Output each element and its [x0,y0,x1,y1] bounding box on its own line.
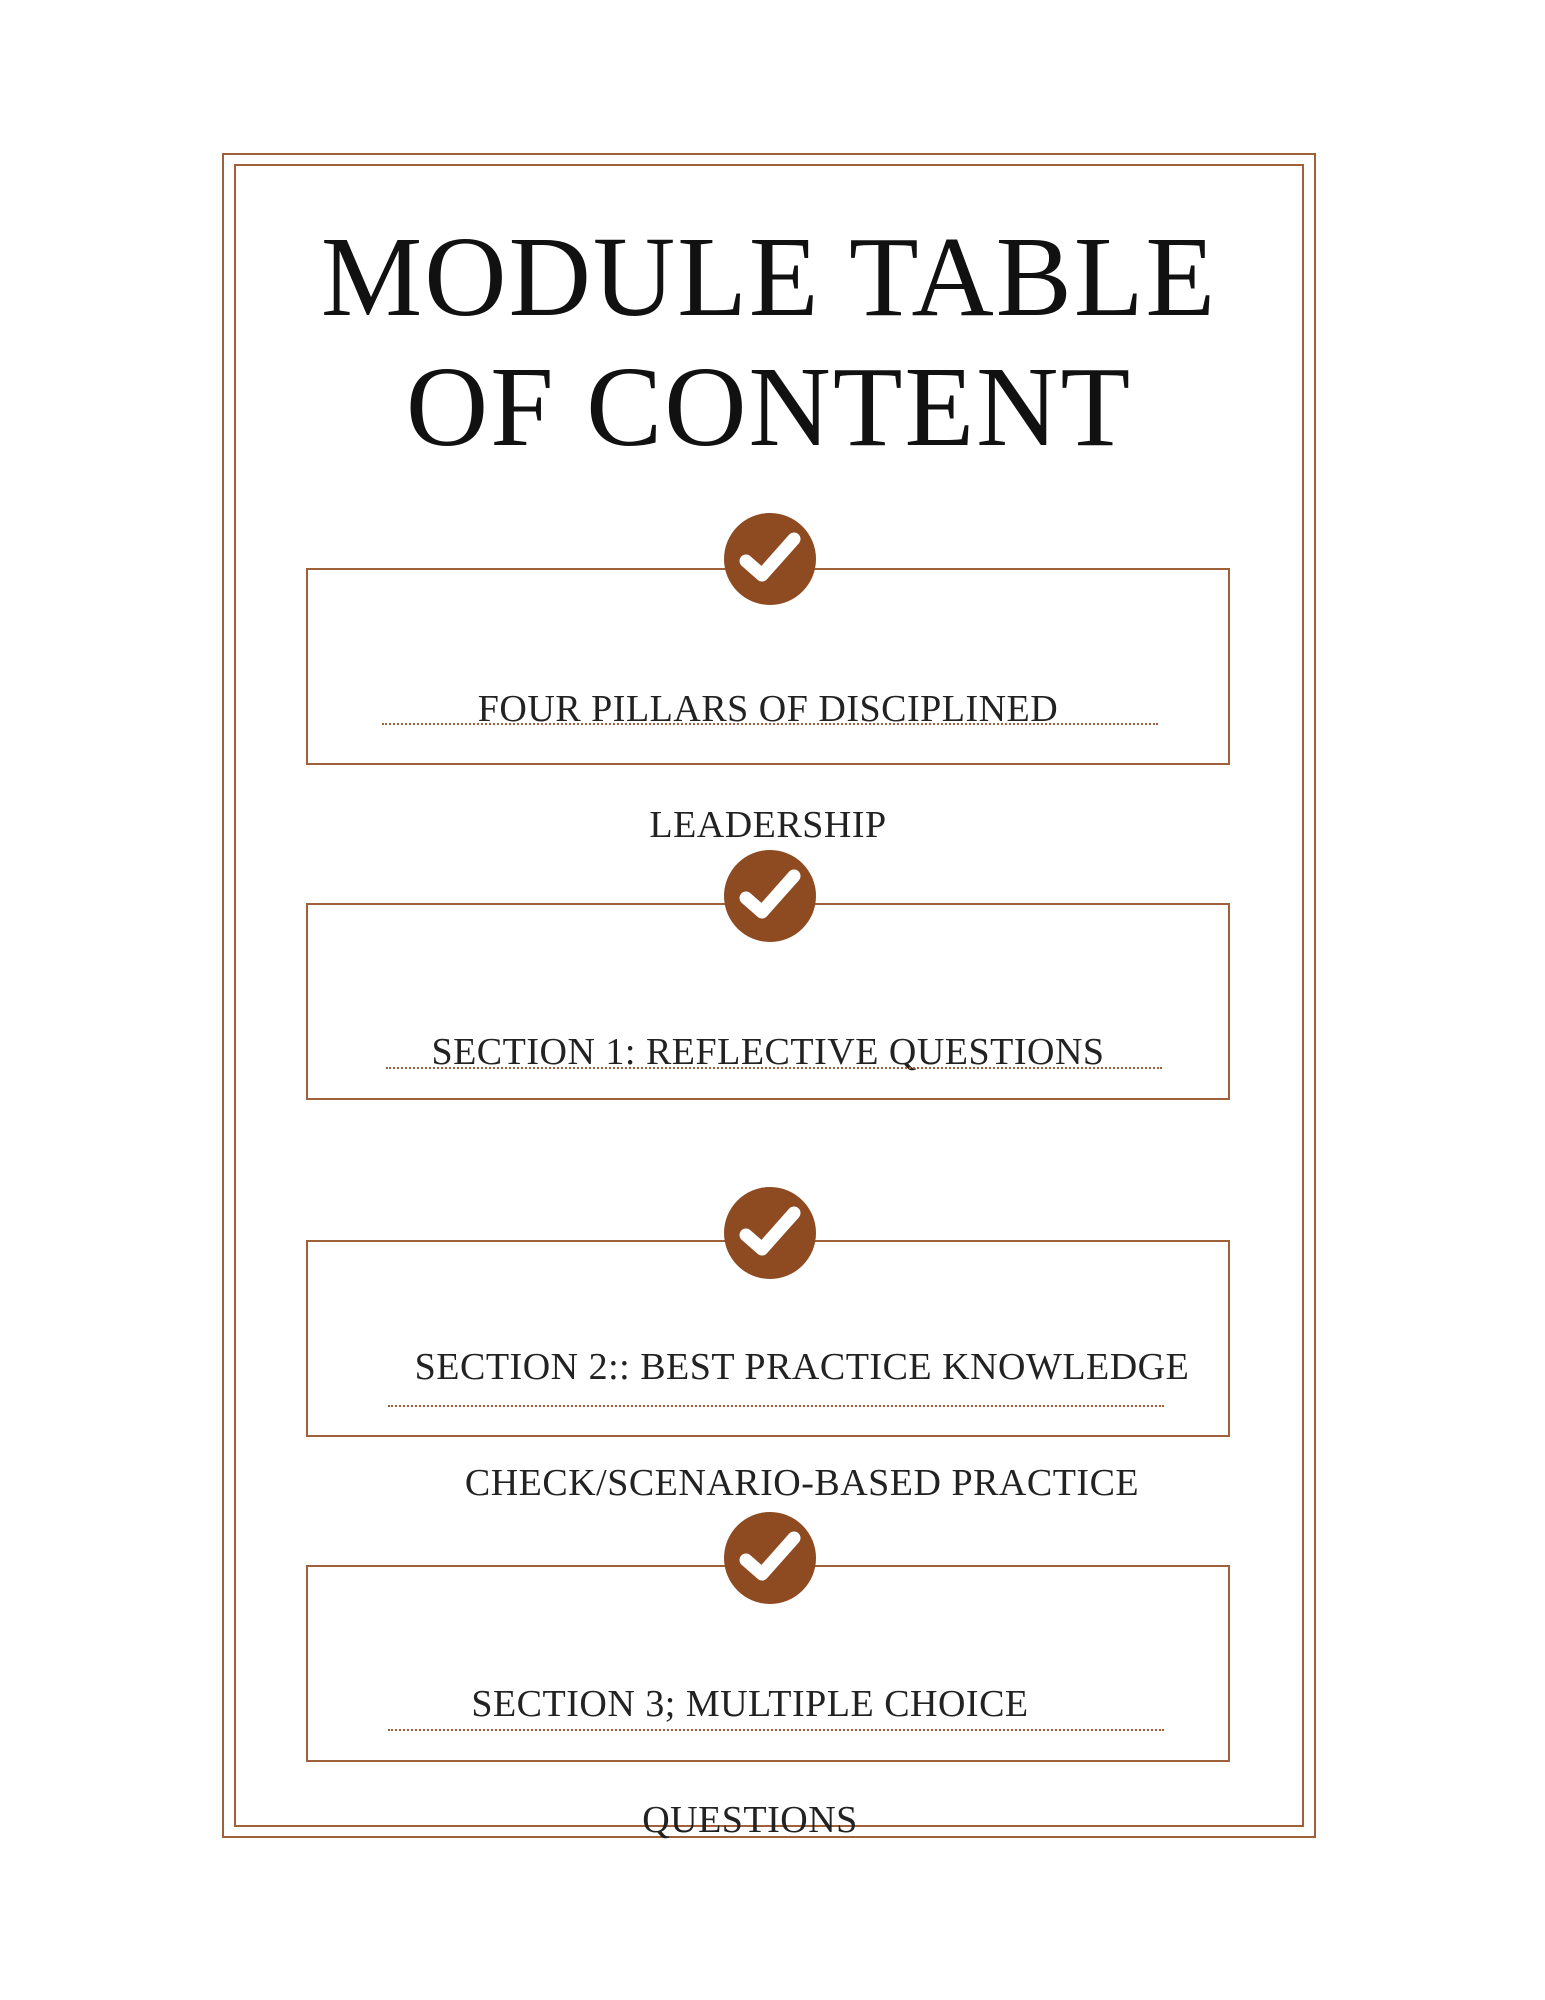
dotted-leader [388,1405,1164,1407]
page-title [222,212,1316,472]
dotted-leader [382,723,1158,725]
toc-item-label-line-1: FOUR PILLARS OF DISCIPLINED [477,688,1059,730]
toc-item-label [308,965,1228,1139]
toc-item-label [290,1617,1210,1907]
toc-item-label-line-2: LEADERSHIP [649,804,887,846]
toc-item-label-line-1: SECTION 3; MULTIPLE CHOICE [471,1683,1029,1725]
check-circle-icon [724,513,816,605]
toc-item-label-line-2: CHECK/SCENARIO-BASED PRACTICE [464,1462,1140,1504]
check-circle-icon [724,1512,816,1604]
toc-item-label-line-2: QUESTIONS [642,1799,858,1841]
page-title-line-1: MODULE TABLE [320,213,1218,340]
toc-item-label-line-1: SECTION 2:: BEST PRACTICE KNOWLEDGE [414,1346,1190,1388]
check-circle-icon [724,1187,816,1279]
dotted-leader [386,1067,1162,1069]
dotted-leader [388,1729,1164,1731]
toc-item-label-line-1: SECTION 1: REFLECTIVE QUESTIONS [431,1031,1105,1073]
page-title-line-2: OF CONTENT [405,343,1133,470]
check-circle-icon [724,850,816,942]
